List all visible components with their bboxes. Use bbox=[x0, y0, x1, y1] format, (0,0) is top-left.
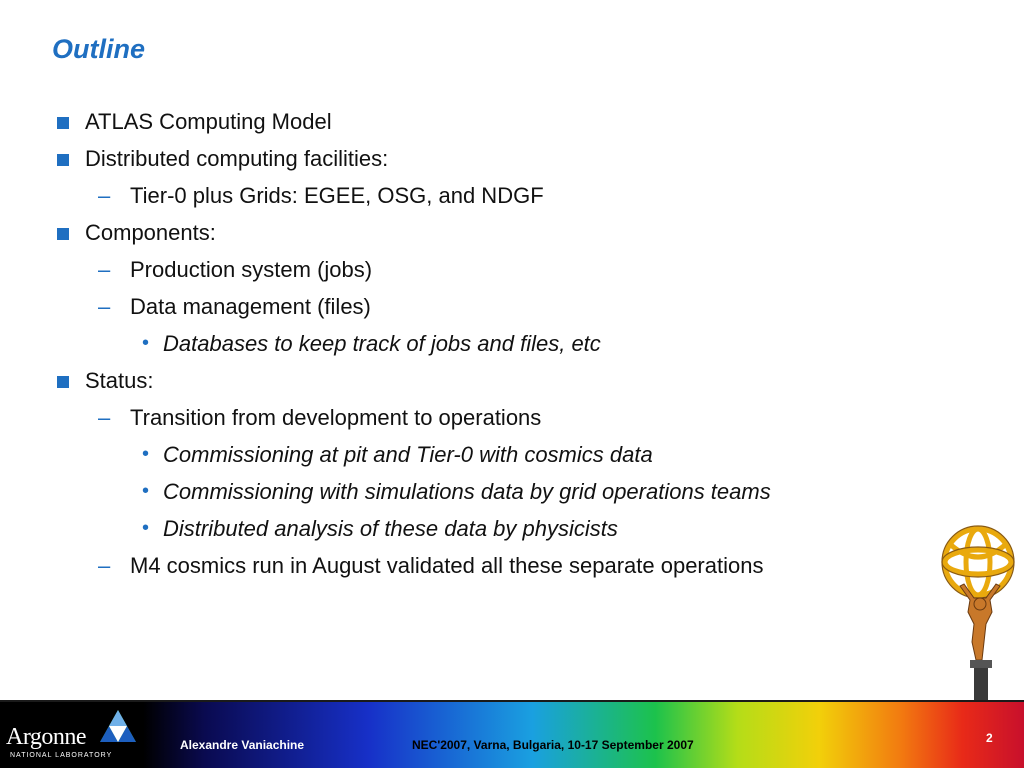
square-bullet-icon bbox=[57, 154, 69, 166]
bullet-text: Production system (jobs) bbox=[130, 257, 373, 282]
outline-list bbox=[0, 103, 930, 584]
dash-bullet-icon: – bbox=[98, 405, 111, 430]
bullet-text: ATLAS Computing Model bbox=[85, 109, 332, 134]
footer-bar bbox=[0, 702, 1024, 768]
argonne-triangle-icon bbox=[98, 708, 138, 744]
dot-bullet-icon: • bbox=[142, 332, 150, 354]
bullet-item bbox=[0, 140, 930, 177]
bullet-text: Distributed computing facilities: bbox=[85, 146, 389, 171]
logo-wordmark: Argonne bbox=[6, 724, 87, 750]
bullet-text: M4 cosmics run in August validated all these separate operations bbox=[130, 553, 764, 578]
dash-bullet-icon: – bbox=[98, 183, 111, 208]
dash-bullet-icon: – bbox=[98, 553, 111, 578]
atlas-statue-icon bbox=[930, 520, 1024, 702]
sub-sub-bullet-item bbox=[0, 436, 930, 473]
bullet-text: Tier-0 plus Grids: EGEE, OSG, and NDGF bbox=[130, 183, 544, 208]
bullet-text: Transition from development to operations bbox=[130, 405, 542, 430]
bullet-text: Databases to keep track of jobs and files, etc bbox=[163, 331, 601, 356]
dash-bullet-icon: – bbox=[98, 257, 111, 282]
bullet-item bbox=[0, 214, 930, 251]
bullet-item bbox=[0, 362, 930, 399]
dot-bullet-icon: • bbox=[142, 480, 150, 502]
bullet-text: Commissioning at pit and Tier-0 with cosmics data bbox=[163, 442, 653, 467]
dash-bullet-icon: – bbox=[98, 294, 111, 319]
bullet-text: Distributed analysis of these data by physicists bbox=[163, 516, 618, 541]
sub-bullet-item bbox=[0, 399, 930, 436]
dot-bullet-icon: • bbox=[142, 517, 150, 539]
square-bullet-icon bbox=[57, 117, 69, 129]
slide-title: Outline bbox=[52, 34, 145, 64]
square-bullet-icon bbox=[57, 228, 69, 240]
sub-sub-bullet-item bbox=[0, 473, 930, 510]
bullet-item bbox=[0, 103, 930, 140]
sub-bullet-item bbox=[0, 547, 930, 584]
sub-bullet-item bbox=[0, 177, 930, 214]
bullet-text: Commissioning with simulations data by grid operations teams bbox=[163, 479, 771, 504]
footer-event: NEC'2007, Varna, Bulgaria, 10-17 September 2007 bbox=[412, 738, 694, 752]
sub-bullet-item bbox=[0, 288, 930, 325]
sub-sub-bullet-item bbox=[0, 325, 930, 362]
bullet-text: Components: bbox=[85, 220, 216, 245]
sub-sub-bullet-item bbox=[0, 510, 930, 547]
bullet-text: Status: bbox=[85, 368, 154, 393]
dot-bullet-icon: • bbox=[142, 443, 150, 465]
bullet-text: Data management (files) bbox=[130, 294, 371, 319]
footer-author: Alexandre Vaniachine bbox=[180, 738, 305, 752]
logo-subtitle: NATIONAL LABORATORY bbox=[10, 752, 113, 759]
argonne-logo bbox=[6, 708, 138, 764]
square-bullet-icon bbox=[57, 376, 69, 388]
page-number: 2 bbox=[986, 731, 993, 745]
sub-bullet-item bbox=[0, 251, 930, 288]
